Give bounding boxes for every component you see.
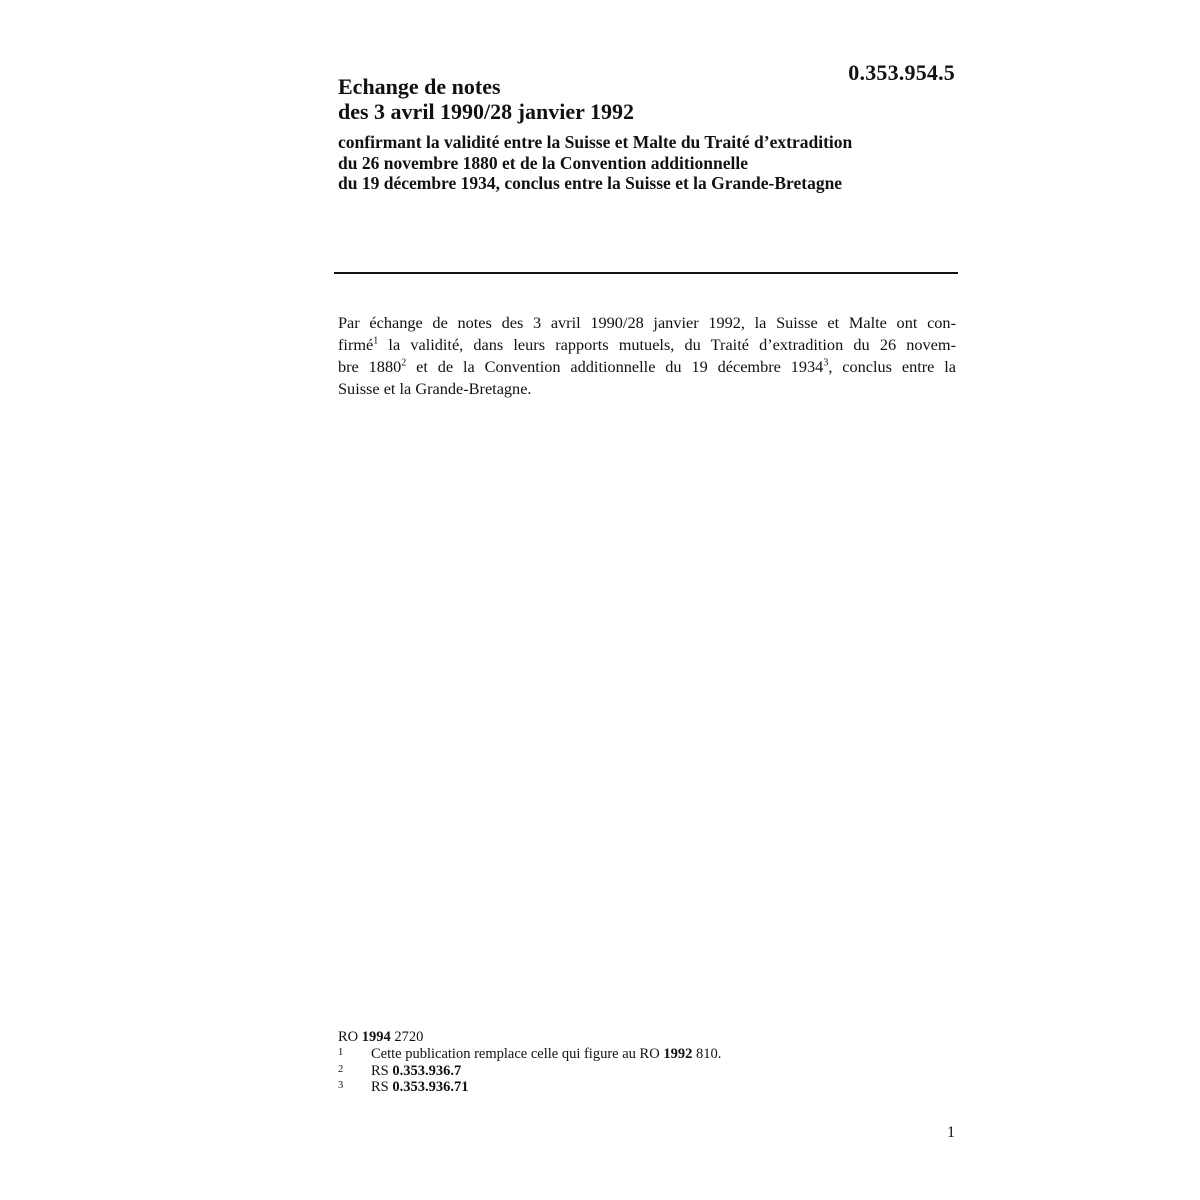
source-year: 1994 [361, 1029, 391, 1045]
body-line-3-a: bre 1880 [338, 357, 402, 376]
header-divider [334, 272, 958, 274]
footnote-ref-1[interactable]: 1 [373, 335, 379, 347]
footnote-2 [338, 1063, 958, 1080]
body-line-3 [338, 356, 956, 378]
footnote-number: 3 [338, 1080, 344, 1091]
footnote-1 [338, 1046, 958, 1063]
sr-number: 0.353.954.5 [848, 60, 955, 85]
subtitle-block [338, 132, 958, 194]
title-line-1: Echange de notes [338, 74, 501, 99]
body-line-2 [338, 334, 956, 356]
source-page: 2720 [394, 1029, 424, 1045]
footnote-text-b: 810. [692, 1046, 722, 1062]
subtitle-line-2: du 26 novembre 1880 et de la Convention additionnelle [338, 152, 748, 173]
subtitle-line-3: du 19 décembre 1934, conclus entre la Suisse et la Grande-Bretagne [338, 173, 843, 193]
footnote-text-bold: 1992 [663, 1046, 693, 1062]
footnote-number: 2 [338, 1063, 344, 1075]
body-line-2-b: la validité, dans leurs rapports mutuels, du Traité d’extradition du 26 novem- [378, 335, 956, 354]
footnote-text [371, 1046, 721, 1063]
body-line-1-text: Par échange de notes des 3 avril 1990/28 janvier 1992, la Suisse et Malte ont con- [338, 313, 956, 332]
footnote-text-bold: 0.353.936.7 [392, 1062, 462, 1079]
body-line-4 [338, 378, 956, 400]
body-line-3-text [338, 356, 956, 378]
body-paragraph [338, 312, 956, 400]
footnotes [338, 1028, 958, 1096]
body-line-2-text [338, 334, 956, 356]
footnote-text [371, 1079, 469, 1096]
body-line-1 [338, 312, 956, 334]
footnote-number: 1 [338, 1047, 344, 1058]
footnote-3 [338, 1079, 958, 1096]
subtitle-line-1: confirmant la validité entre la Suisse et Malte du Traité d’extradition [338, 132, 853, 152]
footnote-text [371, 1063, 461, 1080]
body-line-3-b: et de la Convention additionnelle du 19 décembre 1934 [406, 357, 824, 376]
footnote-text-a: Cette publication remplace celle qui figure au RO [371, 1046, 664, 1062]
body-line-3-c: , conclus entre la [828, 357, 957, 376]
body-line-4-text: Suisse et la Grande-Bretagne. [338, 379, 532, 398]
footnote-text-a: RS [371, 1079, 393, 1095]
footnote-text-a: RS [371, 1062, 393, 1079]
source-prefix: RO [338, 1029, 359, 1045]
title-block [338, 74, 958, 194]
footnote-ref-3[interactable]: 3 [823, 357, 829, 369]
footnote-text-bold: 0.353.936.71 [392, 1079, 469, 1095]
body-line-2-a: firmé [338, 335, 374, 354]
title-line-2: des 3 avril 1990/28 janvier 1992 [338, 99, 634, 124]
page-number: 1 [947, 1124, 955, 1141]
footnote-ref-2[interactable]: 2 [401, 357, 407, 369]
footnote-source [338, 1028, 958, 1046]
